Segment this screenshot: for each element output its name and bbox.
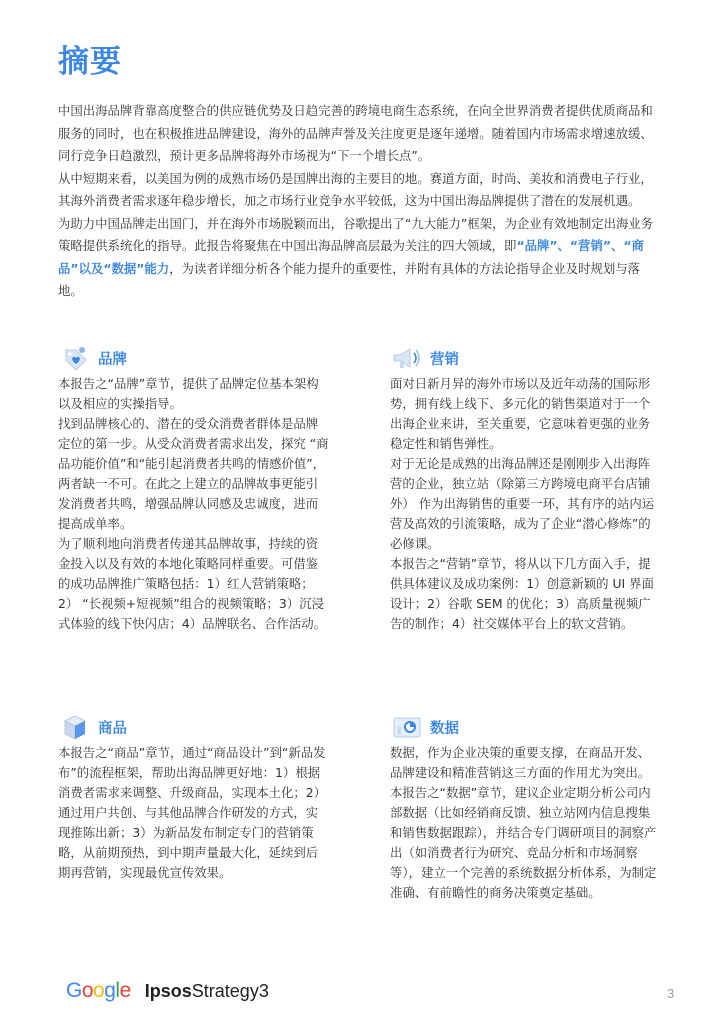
summary-intro — [58, 100, 658, 303]
ipsos-word: Ipsos — [144, 980, 192, 1001]
intro-p3-text: 为助力中国品牌走出国门，并在海外市场脱颖而出，谷歌提出了“九大能力”框架，为企业有效地制定出海业务策略提供系统化的指导。此报告将聚焦在中国出海品牌高层最为关注的四大领域，即 — [58, 215, 654, 253]
section-marketing-header — [390, 343, 662, 373]
section-product-header — [58, 712, 330, 742]
product-paragraph: 本报告之“商品”章节，通过“商品设计”到“新品发布”的流程框架，帮助出海品牌更好地：1）根据消费者需求来调整、升级商品，实现本土化；2）通过用户共创、与其他品牌合作研发的方式，实现推陈出新；3）为新品发布制定专门的营销策略，从前期预热，到中期声量最大化，延续到后期再营销，实现最优宣传效果。 — [58, 745, 327, 880]
page-title: 摘要 — [58, 44, 122, 80]
section-brand-body — [58, 374, 330, 634]
section-brand — [58, 343, 330, 634]
section-marketing — [390, 343, 662, 634]
box-icon — [58, 713, 92, 741]
google-letter: g — [104, 979, 116, 1002]
section-brand-title: 品牌 — [98, 351, 127, 368]
footer-logos — [66, 979, 269, 1003]
google-letter: o — [81, 979, 94, 1002]
ipsos-strategy3-logo — [145, 981, 269, 1002]
section-data — [390, 712, 662, 903]
section-data-title: 数据 — [430, 720, 459, 737]
google-letter: e — [119, 979, 131, 1002]
section-data-header — [390, 712, 662, 742]
data-paragraph: 数据，作为企业决策的重要支撑，在商品开发、品牌建设和精准营销这三方面的作用尤为突出。 — [390, 745, 651, 780]
section-data-body — [390, 743, 662, 903]
heart-tag-icon — [58, 344, 92, 372]
intro-highlight: “品牌”、“营销”、“商品”以及“数据”能力 — [58, 238, 644, 276]
intro-paragraph-3 — [58, 213, 658, 303]
section-marketing-body — [390, 374, 662, 634]
brand-paragraph: 为了顺利地向消费者传递其品牌故事，持续的资金投入以及有效的本地化策略同样重要。可借鉴的成功品牌推广策略包括：1）红人营销策略；2） “长视频+短视频”组合的视频策略；3）沉浸式体验的线下快闪店；4）品牌联名、合作活动。 — [58, 536, 327, 631]
chart-screen-icon — [390, 713, 424, 741]
intro-p3-end: ，为读者详细分析各个能力提升的重要性，并附有具体的方法论指导企业及时规划与落地。 — [58, 260, 641, 298]
page-number: 3 — [667, 986, 675, 1001]
google-logo — [66, 979, 131, 1003]
marketing-paragraph: 面对日新月异的海外市场以及近年动荡的国际形势，拥有线上线下、多元化的销售渠道对于一个出海企业来讲，至关重要，它意味着更强的业务稳定性和销售弹性。 — [390, 376, 651, 451]
google-letter: l — [115, 979, 120, 1002]
section-product-title: 商品 — [98, 720, 127, 737]
marketing-paragraph: 本报告之“营销”章节，将从以下几方面入手，提供具体建议及成功案例：1）创意新颖的 UI 界面设计；2）谷歌 SEM 的优化；3）高质量视频广告的制作；4）社交媒体平台上的软文营销。 — [390, 556, 654, 631]
brand-paragraph: 找到品牌核心的、潜在的受众消费者群体是品牌定位的第一步。从受众消费者需求出发，探究 “商品功能价值”和“能引起消费者共鸣的情感价值”，两者缺一不可。在此之上建立的品牌故事更能引发消费者共鸣，增强品牌认同感及忠诚度，进而提高成单率。 — [58, 416, 329, 531]
section-product — [58, 712, 330, 883]
section-marketing-title: 营销 — [430, 351, 459, 368]
google-letter: o — [93, 979, 105, 1002]
strategy3-word: Strategy3 — [191, 980, 269, 1001]
intro-paragraph-2: 从中短期来看，以美国为例的成熟市场仍是国牌出海的主要目的地。赛道方面，时尚、美妆和消费电子行业，其海外消费者需求逐年稳步增长，加之市场行业竞争水平较低，这为中国出海品牌提供了潜在的发展机遇。 — [58, 170, 653, 208]
brand-paragraph: 本报告之“品牌”章节，提供了品牌定位基本架构以及相应的实操指导。 — [58, 376, 319, 411]
megaphone-icon — [390, 344, 424, 372]
intro-paragraph-1: 中国出海品牌背靠高度整合的供应链优势及日趋完善的跨境电商生态系统，在向全世界消费者提供优质商品和服务的同时，也在积极推进品牌建设，海外的品牌声誉及关注度更是逐年递增。随着国内市场需求增速放缓、同行竞争日趋激烈，预计更多品牌将海外市场视为“下一个增长点”。 — [58, 103, 653, 163]
google-letter: G — [66, 979, 82, 1002]
marketing-paragraph: 对于无论是成熟的出海品牌还是刚刚步入出海阵营的企业，独立站（除第三方跨境电商平台店铺外） 作为出海销售的重要一环，其有序的站内运营及高效的引流策略，成为了企业“潜心修炼”的必修课。 — [390, 456, 655, 551]
data-paragraph: 本报告之“数据”章节，建议企业定期分析公司内部数据（比如经销商反馈、独立站网内信息搜集和销售数据跟踪），并结合专门调研项目的洞察产出（如消费者行为研究、竞品分析和市场洞察等），建立一个完善的系统数据分析体系，为制定准确、有前瞻性的商务决策奠定基础。 — [390, 785, 657, 900]
section-product-body — [58, 743, 330, 883]
section-brand-header — [58, 343, 330, 373]
